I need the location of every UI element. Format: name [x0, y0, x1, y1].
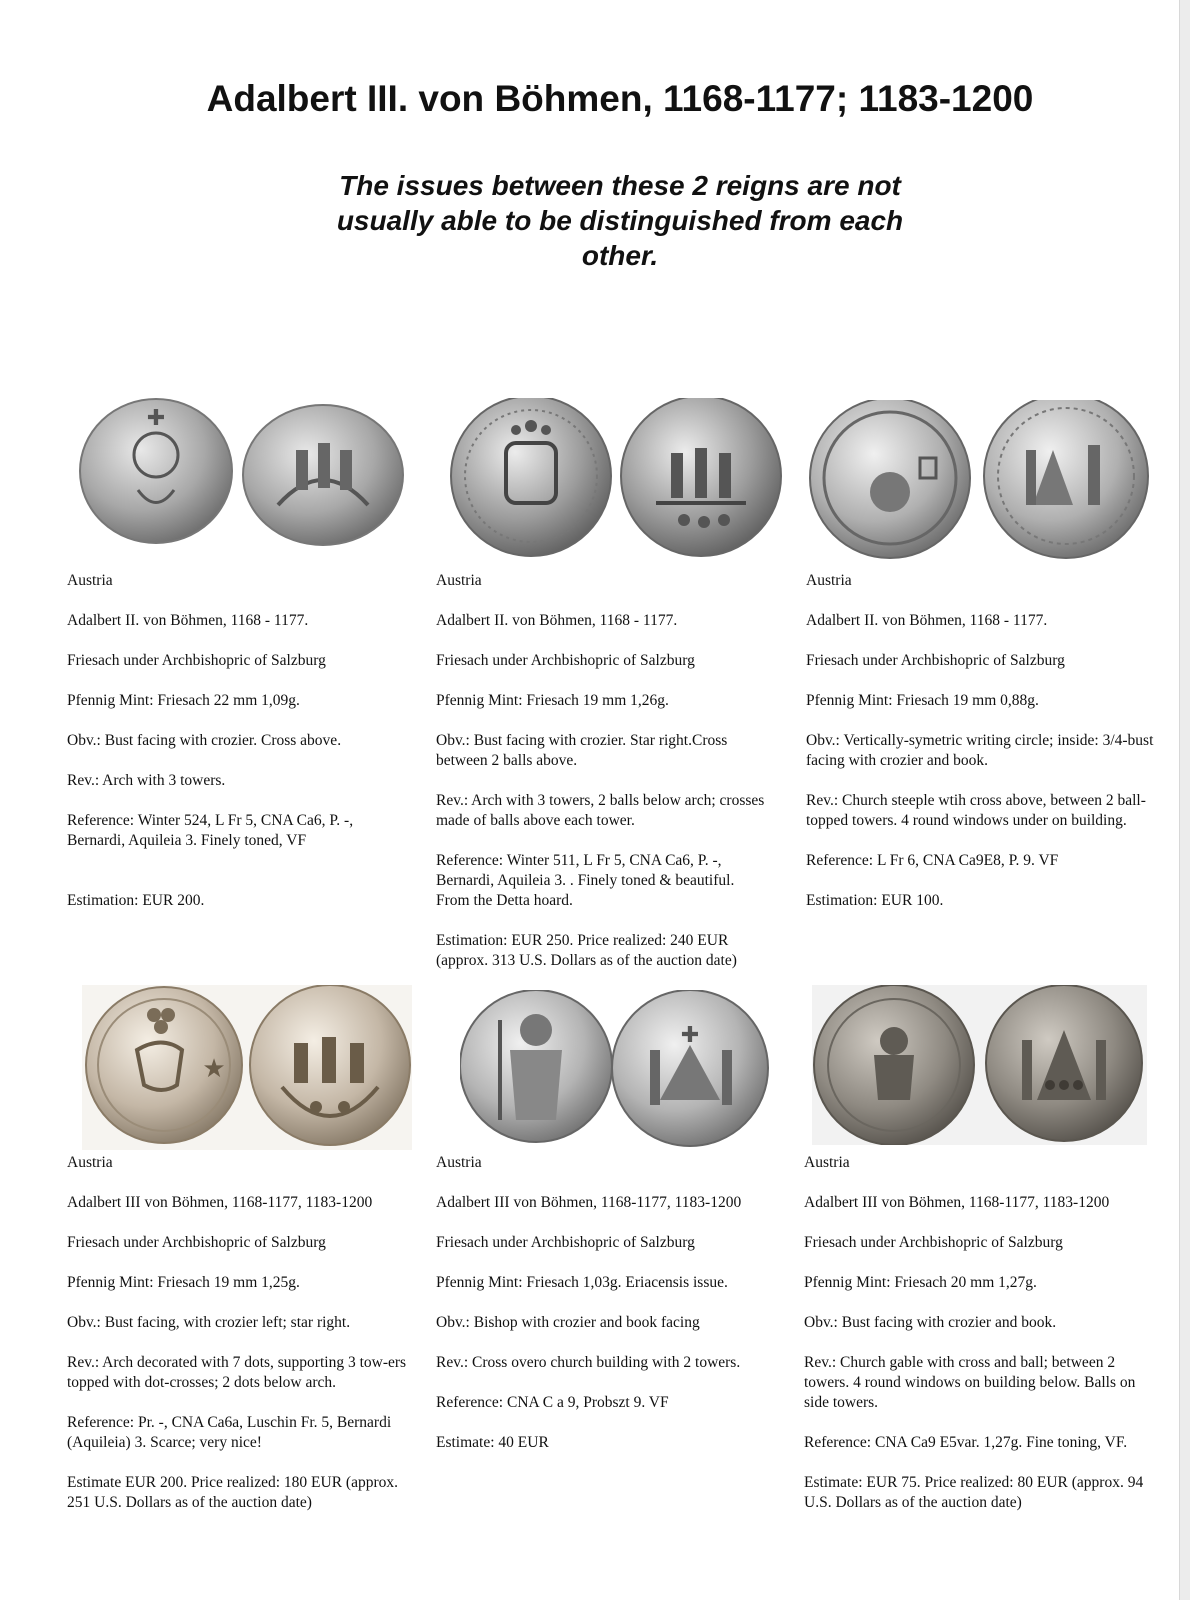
entry-country: Austria: [806, 572, 852, 589]
entry-obverse: Obv.: Bust facing, with crozier left; star right.: [67, 1314, 351, 1331]
entry-ruler: Adalbert III von Böhmen, 1168-1177, 1183-1200: [67, 1194, 373, 1211]
coin-image-3: [808, 400, 1153, 560]
entry-obverse: Obv.: Bust facing with crozier and book.: [804, 1314, 1057, 1331]
coin-entry-3: [806, 571, 1166, 931]
entry-country: Austria: [67, 1154, 113, 1171]
entry-reverse: Rev.: Arch decorated with 7 dots, supporting 3 tow-ers topped with dot-crosses; 2 dots below arch.: [67, 1354, 407, 1391]
entry-mint: Friesach under Archbishopric of Salzburg: [67, 1234, 326, 1251]
entry-estimate: Estimation: EUR 200.: [67, 892, 205, 909]
entry-country: Austria: [436, 1154, 482, 1171]
entry-reverse: Rev.: Cross overo church building with 2 towers.: [436, 1354, 741, 1371]
coin-image-2: [446, 398, 786, 558]
entry-ruler: Adalbert III von Böhmen, 1168-1177, 1183-1200: [804, 1194, 1110, 1211]
entry-mint: Friesach under Archbishopric of Salzburg: [436, 652, 695, 669]
entry-estimate: Estimation: EUR 100.: [806, 892, 944, 909]
entry-reverse: Rev.: Church gable with cross and ball; between 2 towers. 4 round windows on building below. Balls on side towers.: [804, 1354, 1136, 1411]
entry-country: Austria: [67, 572, 113, 589]
svg-text:✚: ✚: [146, 405, 166, 430]
entry-obverse: Obv.: Bishop with crozier and book facing: [436, 1314, 700, 1331]
coin-entry-1: [67, 571, 427, 931]
entry-denomination: Pfennig Mint: Friesach 20 mm 1,27g.: [804, 1274, 1037, 1291]
entry-estimate: Estimate: 40 EUR: [436, 1434, 549, 1451]
entry-reference: Reference: Winter 524, L Fr 5, CNA Ca6, P. -, Bernardi, Aquileia 3. Finely toned, VF: [67, 812, 354, 849]
entry-denomination: Pfennig Mint: Friesach 19 mm 1,26g.: [436, 692, 669, 709]
entry-obverse: Obv.: Vertically-symetric writing circle; inside: 3/4-bust facing with crozier and book.: [806, 732, 1154, 769]
coin-image-4: [82, 985, 412, 1150]
entry-ruler: Adalbert II. von Böhmen, 1168 - 1177.: [67, 612, 309, 629]
entry-ruler: Adalbert II. von Böhmen, 1168 - 1177.: [806, 612, 1048, 629]
entry-mint: Friesach under Archbishopric of Salzburg: [67, 652, 326, 669]
entry-denomination: Pfennig Mint: Friesach 22 mm 1,09g.: [67, 692, 300, 709]
entry-denomination: Pfennig Mint: Friesach 19 mm 1,25g.: [67, 1274, 300, 1291]
svg-text:✚: ✚: [680, 1022, 700, 1047]
entry-estimate: Estimation: EUR 250. Price realized: 240 EUR (approx. 313 U.S. Dollars as of the auction date): [436, 932, 737, 969]
coin-image-5: [460, 990, 770, 1150]
coin-image-1: [78, 395, 418, 555]
coin-entry-4: [67, 1153, 427, 1533]
coin-entry-5: [436, 1153, 796, 1473]
entry-mint: Friesach under Archbishopric of Salzburg: [806, 652, 1065, 669]
entry-reference: Reference: Winter 511, L Fr 5, CNA Ca6, P. -, Bernardi, Aquileia 3. . Finely toned & beautiful. From the Detta hoard.: [436, 852, 735, 909]
page-subtitle: The issues between these 2 reigns are not usually able to be distinguished from each other.: [336, 170, 904, 271]
entry-reverse: Rev.: Arch with 3 towers.: [67, 772, 226, 789]
entry-country: Austria: [804, 1154, 850, 1171]
entry-ruler: Adalbert III von Böhmen, 1168-1177, 1183-1200: [436, 1194, 742, 1211]
entry-denomination: Pfennig Mint: Friesach 19 mm 0,88g.: [806, 692, 1039, 709]
entry-reference: Reference: Pr. -, CNA Ca6a, Luschin Fr. 5, Bernardi (Aquileia) 3. Scarce; very nice!: [67, 1414, 392, 1451]
entry-denomination: Pfennig Mint: Friesach 1,03g. Eriacensis issue.: [436, 1274, 728, 1291]
entry-reverse: Rev.: Church steeple wtih cross above, between 2 ball-topped towers. 4 round windows under on building.: [806, 792, 1146, 829]
entry-reference: Reference: CNA C a 9, Probszt 9. VF: [436, 1394, 669, 1411]
entry-mint: Friesach under Archbishopric of Salzburg: [804, 1234, 1063, 1251]
coin-entry-2: [436, 571, 796, 991]
page-edge-shadow: [1179, 0, 1190, 1600]
svg-text:★: ★: [202, 1054, 226, 1083]
coin-entry-6: [804, 1153, 1164, 1533]
entry-obverse: Obv.: Bust facing with crozier. Star right.Cross between 2 balls above.: [436, 732, 728, 769]
entry-reference: Reference: CNA Ca9 E5var. 1,27g. Fine toning, VF.: [804, 1434, 1128, 1451]
entry-country: Austria: [436, 572, 482, 589]
entry-reverse: Rev.: Arch with 3 towers, 2 balls below arch; crosses made of balls above each tower.: [436, 792, 765, 829]
entry-mint: Friesach under Archbishopric of Salzburg: [436, 1234, 695, 1251]
entry-reference: Reference: L Fr 6, CNA Ca9E8, P. 9. VF: [806, 852, 1059, 869]
entry-obverse: Obv.: Bust facing with crozier. Cross above.: [67, 732, 342, 749]
entry-ruler: Adalbert II. von Böhmen, 1168 - 1177.: [436, 612, 678, 629]
entry-estimate: Estimate EUR 200. Price realized: 180 EUR (approx. 251 U.S. Dollars as of the auction date): [67, 1474, 399, 1511]
coin-image-6: [812, 985, 1147, 1145]
entry-estimate: Estimate: EUR 75. Price realized: 80 EUR (approx. 94 U.S. Dollars as of the auction date): [804, 1474, 1144, 1511]
page-title: Adalbert III. von Böhmen, 1168-1177; 1183-1200: [206, 78, 1034, 119]
